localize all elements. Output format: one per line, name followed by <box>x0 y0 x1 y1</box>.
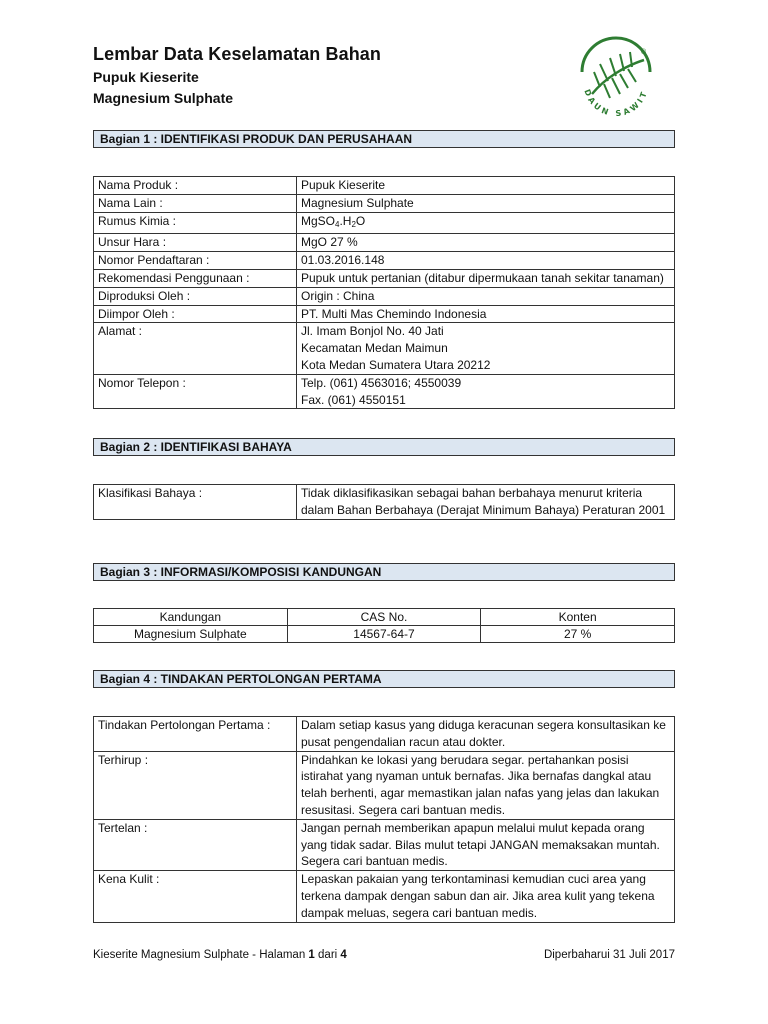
field-value-line: Magnesium Sulphate <box>301 195 414 210</box>
daun-sawit-logo <box>570 32 662 124</box>
data-row <box>94 177 675 195</box>
footer-page-total: 4 <box>340 949 347 961</box>
data-row <box>94 269 675 287</box>
data-row <box>94 234 675 252</box>
field-label: Nama Produk : <box>94 177 297 195</box>
data-row <box>94 305 675 323</box>
section-4-table <box>93 716 675 923</box>
field-value-line: Kecamatan Medan Maimun <box>301 341 448 356</box>
field-label: Tindakan Pertolongan Pertama : <box>94 717 297 752</box>
composition-table <box>93 608 675 643</box>
data-row <box>94 871 675 922</box>
data-row <box>94 252 675 270</box>
data-row <box>94 212 675 234</box>
product-alt-name-heading: Magnesium Sulphate <box>93 90 234 106</box>
field-value <box>297 323 675 374</box>
field-value-line: Dalam setiap kasus yang diduga keracunan segera konsultasikan ke pusat pengendalian racun atau dokter. <box>301 718 666 749</box>
field-value <box>297 177 675 195</box>
footer-of-label: dari <box>314 949 341 961</box>
field-value <box>297 485 675 520</box>
data-row <box>94 717 675 752</box>
field-label: Rekomendasi Penggunaan : <box>94 269 297 287</box>
field-label: Terhirup : <box>94 751 297 819</box>
section-1-table <box>93 176 675 409</box>
footer-page-number: 1 <box>308 949 315 961</box>
svg-text:DAUN SAWIT <box>582 88 649 118</box>
field-label: Kena Kulit : <box>94 871 297 922</box>
field-value-line: Lepaskan pakaian yang terkontaminasi kemudian cuci area yang terkena dampak dengan sabun dan air. Jika area kulit yang tekena dampak meluas, segera cari bantuan medis. <box>301 872 655 920</box>
field-value <box>297 234 675 252</box>
field-value-line: MgO 27 % <box>301 235 358 250</box>
product-name-heading: Pupuk Kieserite <box>93 69 199 85</box>
field-label: Diimpor Oleh : <box>94 305 297 323</box>
footer-updated-date: Diperbaharui 31 Juli 2017 <box>543 949 675 961</box>
logo-text: DAUN SAWIT <box>582 88 650 119</box>
field-value-line: 01.03.2016.148 <box>301 253 385 268</box>
field-value <box>297 269 675 287</box>
field-value-line: PT. Multi Mas Chemindo Indonesia <box>301 306 487 321</box>
field-value <box>297 194 675 212</box>
field-value-line: Telp. (061) 4563016; 4550039 <box>301 375 462 390</box>
footer-page-info <box>93 949 347 961</box>
field-label: Rumus Kimia : <box>94 212 297 234</box>
field-value-line: Kota Medan Sumatera Utara 20212 <box>301 357 491 372</box>
field-label: Nomor Pendaftaran : <box>94 252 297 270</box>
field-value-line: Pupuk Kieserite <box>301 178 386 192</box>
section-2-table <box>93 484 675 520</box>
field-label: Nama Lain : <box>94 194 297 212</box>
data-row <box>94 194 675 212</box>
field-label: Nomor Telepon : <box>94 374 297 409</box>
field-value <box>297 305 675 323</box>
data-row <box>94 374 675 409</box>
section-1-header: Bagian 1 : IDENTIFIKASI PRODUK DAN PERUSAHAAN <box>93 130 675 148</box>
field-value-line: Pindahkan ke lokasi yang berudara segar. pertahankan posisi istirahat yang nyaman untuk bernafas. Jika bernafas dangkal atau telah berhenti, agar memastikan jalan nafas yang jelas dan lakukan resusitasi. Segera cari bantuan medis. <box>301 752 660 817</box>
field-label: Klasifikasi Bahaya : <box>94 485 297 520</box>
composition-cell: Magnesium Sulphate <box>94 626 288 643</box>
field-value-line: Origin : China <box>301 288 375 303</box>
field-value-line: Pupuk untuk pertanian (ditabur dipermukaan tanah sekitar tanaman) <box>301 270 664 285</box>
composition-header-cell: CAS No. <box>287 609 481 626</box>
field-value <box>297 819 675 870</box>
composition-header-cell: Kandungan <box>94 609 288 626</box>
field-value-line: Tidak diklasifikasikan sebagai bahan berbahaya menurut kriteria dalam Bahan Berbahaya (Derajat Minimum Bahaya) Peraturan 2001 <box>301 486 666 517</box>
section-4-header: Bagian 4 : TINDAKAN PERTOLONGAN PERTAMA <box>93 670 675 688</box>
data-row <box>94 323 675 374</box>
field-label: Unsur Hara : <box>94 234 297 252</box>
footer-doc-label: Kieserite Magnesium Sulphate - Halaman <box>93 949 309 961</box>
composition-header-row <box>94 609 675 626</box>
field-value <box>297 751 675 819</box>
field-value <box>297 717 675 752</box>
data-row <box>94 485 675 520</box>
field-value <box>297 252 675 270</box>
section-3-header: Bagian 3 : INFORMASI/KOMPOSISI KANDUNGAN <box>93 563 675 581</box>
field-value <box>297 871 675 922</box>
field-value-line: $MgSO_4.H_2O$ <box>301 213 366 229</box>
composition-header-cell: Konten <box>481 609 675 626</box>
composition-row <box>94 626 675 643</box>
data-row <box>94 751 675 819</box>
field-value-line: Fax. (061) 4550151 <box>301 392 406 407</box>
field-value <box>297 374 675 409</box>
registered-mark: ® <box>640 48 647 56</box>
document-title: Lembar Data Keselamatan Bahan <box>93 44 382 64</box>
field-label: Tertelan : <box>94 819 297 870</box>
composition-cell: 27 % <box>481 626 675 643</box>
field-label: Diproduksi Oleh : <box>94 287 297 305</box>
data-row <box>94 819 675 870</box>
field-label: Alamat : <box>94 323 297 374</box>
field-value-line: Jangan pernah memberikan apapun melalui mulut kepada orang yang tidak sadar. Bilas mulut tetapi JANGAN memaksakan muntah. Segera cari bantuan medis. <box>301 820 660 869</box>
field-value-line: Jl. Imam Bonjol No. 40 Jati <box>301 324 444 339</box>
section-2-header: Bagian 2 : IDENTIFIKASI BAHAYA <box>93 438 675 456</box>
field-value <box>297 287 675 305</box>
field-value <box>297 212 675 234</box>
data-row <box>94 287 675 305</box>
composition-cell: 14567-64-7 <box>287 626 481 643</box>
